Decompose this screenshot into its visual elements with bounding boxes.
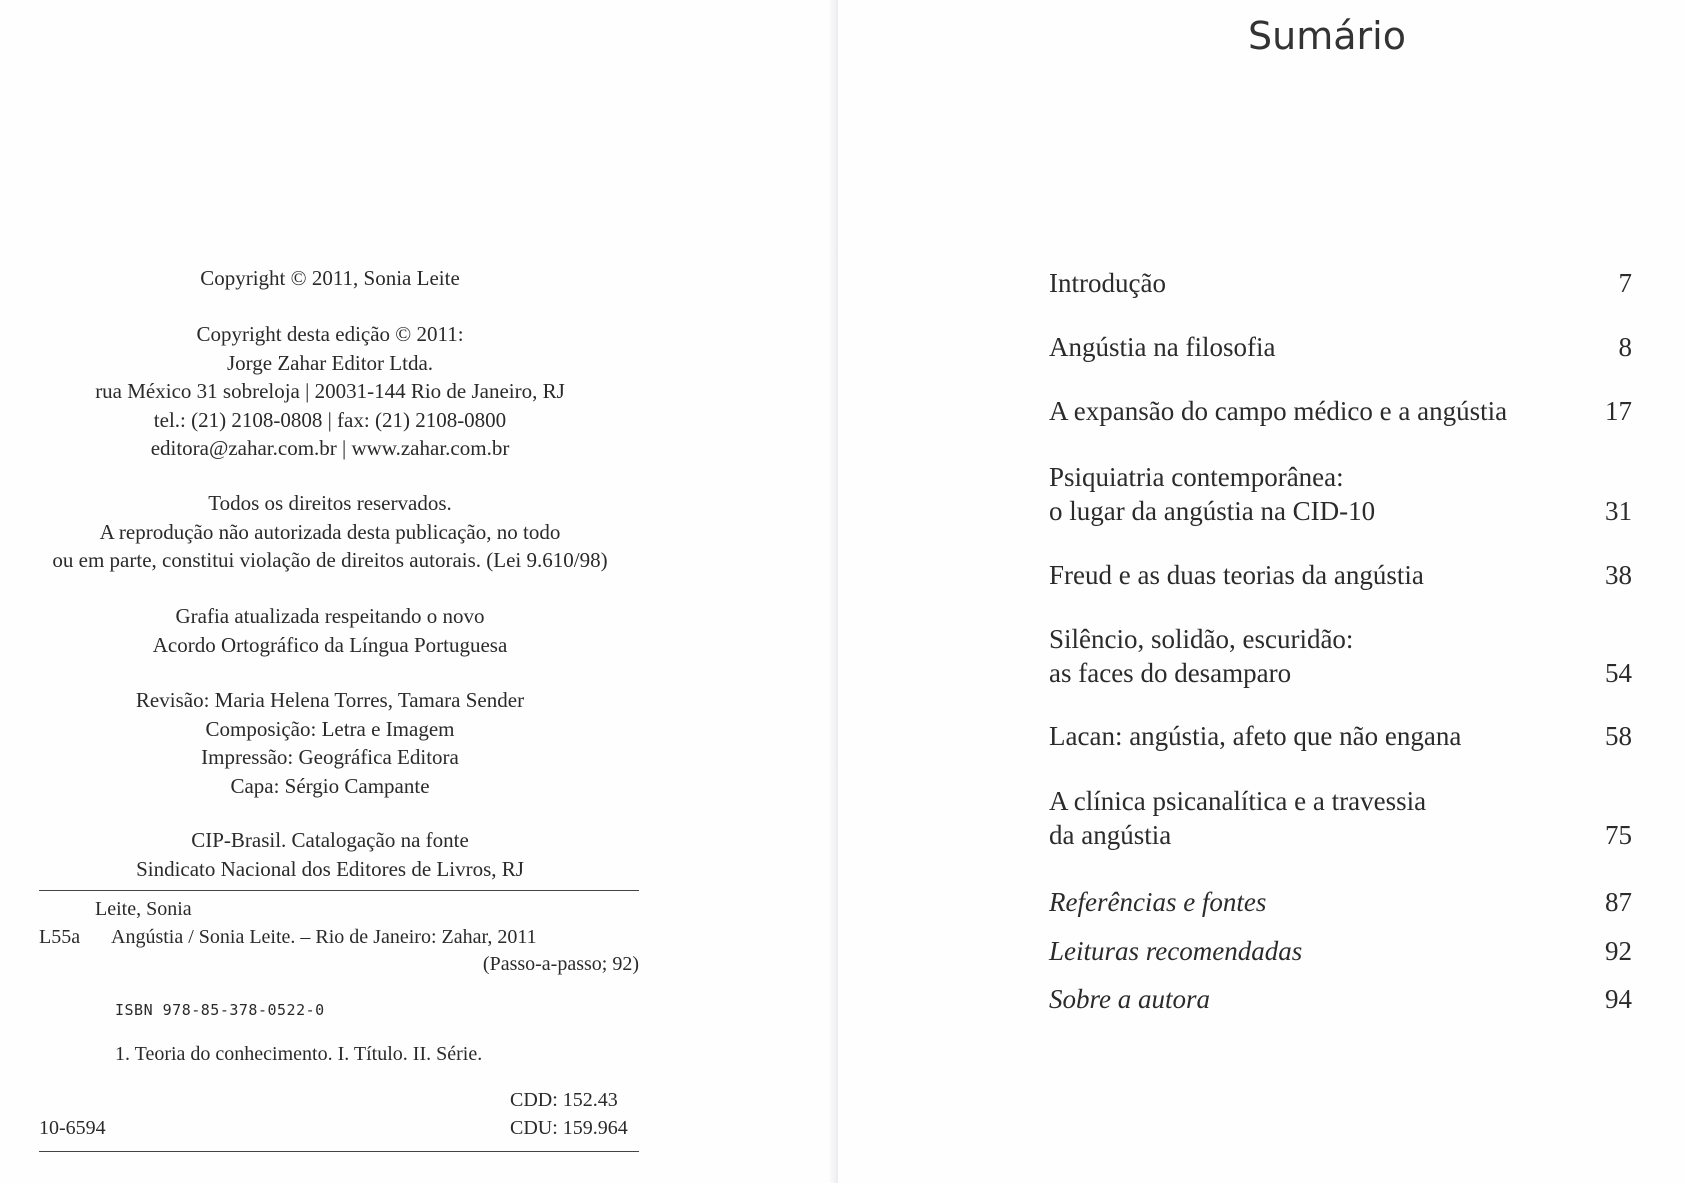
toc-entry-page: 87 <box>1605 887 1632 917</box>
credit-capa: Capa: Sérgio Campante <box>230 773 430 798</box>
credit-revisao: Revisão: Maria Helena Torres, Tamara Sender <box>135 688 525 712</box>
toc-entry-title: Referências e fontes <box>1049 887 1267 917</box>
toc-entry-clinica[interactable] <box>1049 784 1632 852</box>
catalog-isbn: ISBN 978-85-378-0522-0 <box>115 1001 325 1019</box>
credit-impressao: Impressão: Geográfica Editora <box>201 745 459 769</box>
toc-entry-sobre-autora[interactable] <box>1049 982 1632 1016</box>
catalog-record <box>39 0 639 1183</box>
toc-entry-page: 31 <box>1605 496 1632 526</box>
catalog-series: (Passo-a-passo; 92) <box>482 953 639 975</box>
publisher-contact: editora@zahar.com.br | www.zahar.com.br <box>150 436 510 460</box>
toc-entry-page: 7 <box>1618 268 1632 298</box>
edition-line: Copyright desta edição © 2011: <box>196 322 464 346</box>
rights-notice: Todos os direitos reservados. A reprodução não autorizada desta publicação, no todo ou em parte, constitui violação de direitos autorais. (Lei 9.610/98) <box>52 491 608 572</box>
toc-entry-leituras[interactable] <box>1049 934 1632 968</box>
copyright-notice: Copyright © 2011, Sonia Leite <box>200 266 460 290</box>
catalog-cdu: CDU: 159.964 <box>510 1117 628 1139</box>
toc-entry-title-line1: A clínica psicanalítica e a travessia <box>1049 786 1427 816</box>
catalog-rule-bottom <box>39 1151 639 1152</box>
toc-entry-title: Lacan: angústia, afeto que não engana <box>1049 721 1462 751</box>
publisher-phone: tel.: (21) 2108-0808 | fax: (21) 2108-0800 <box>153 407 507 432</box>
toc-entry-filosofia[interactable] <box>1049 330 1632 364</box>
catalog-cdd: CDD: 152.43 <box>510 1089 618 1111</box>
toc-entry-lacan[interactable] <box>1049 719 1632 753</box>
toc-entry-title-line2: da angústia <box>1049 820 1172 850</box>
credit-composicao: Composição: Letra e Imagem <box>205 716 455 741</box>
toc-entry-page: 8 <box>1618 332 1632 362</box>
catalog-number: 10-6594 <box>39 1117 106 1139</box>
toc-entry-title-line2: o lugar da angústia na CID-10 <box>1049 496 1376 526</box>
toc-entry-page: 54 <box>1605 658 1632 688</box>
copyright-page <box>0 0 838 1183</box>
toc-entry-psiquiatria[interactable] <box>1049 460 1632 528</box>
catalog-author: Leite, Sonia <box>95 898 192 920</box>
toc-entry-page: 38 <box>1605 560 1632 590</box>
publisher-address: rua México 31 sobreloja | 20031-144 Rio de Janeiro, RJ <box>95 379 565 403</box>
toc-entry-page: 92 <box>1605 936 1632 966</box>
toc-entry-title-line2: as faces do desamparo <box>1049 658 1292 688</box>
page-title: Sumário <box>1248 14 1406 58</box>
catalog-title: Angústia / Sonia Leite. – Rio de Janeiro: Zahar, 2011 <box>111 926 537 948</box>
orthography-notice: Grafia atualizada respeitando o novo Acordo Ortográfico da Língua Portuguesa <box>152 604 508 657</box>
toc-entry-freud[interactable] <box>1049 558 1632 592</box>
toc-entry-title: Introdução <box>1049 268 1166 298</box>
toc-entry-introducao[interactable] <box>1049 266 1632 300</box>
toc-entry-title: Leituras recomendadas <box>1049 936 1303 966</box>
toc-entry-title: Sobre a autora <box>1049 984 1210 1014</box>
catalog-subject: 1. Teoria do conhecimento. I. Título. II. Série. <box>115 1043 483 1065</box>
toc-entry-title: Angústia na filosofia <box>1049 332 1276 362</box>
toc-entry-title: A expansão do campo médico e a angústia <box>1049 396 1508 426</box>
toc-entry-referencias[interactable] <box>1049 885 1632 919</box>
toc-entry-campo-medico[interactable] <box>1049 394 1632 428</box>
toc-entry-page: 17 <box>1605 396 1632 426</box>
toc-entry-page: 75 <box>1605 820 1632 850</box>
toc-entry-page: 58 <box>1605 721 1632 751</box>
toc-entry-title: Freud e as duas teorias da angústia <box>1049 560 1424 590</box>
toc-entry-silencio[interactable] <box>1049 622 1632 690</box>
toc-entry-title-line1: Psiquiatria contemporânea: <box>1049 462 1344 492</box>
toc-entry-title-line1: Silêncio, solidão, escuridão: <box>1049 624 1354 654</box>
toc-entry-page: 94 <box>1605 984 1632 1014</box>
catalog-code: L55a <box>39 926 81 948</box>
publisher-name: Jorge Zahar Editor Ltda. <box>226 350 434 375</box>
cip-header: CIP-Brasil. Catalogação na fonte Sindicato Nacional dos Editores de Livros, RJ <box>136 828 524 881</box>
